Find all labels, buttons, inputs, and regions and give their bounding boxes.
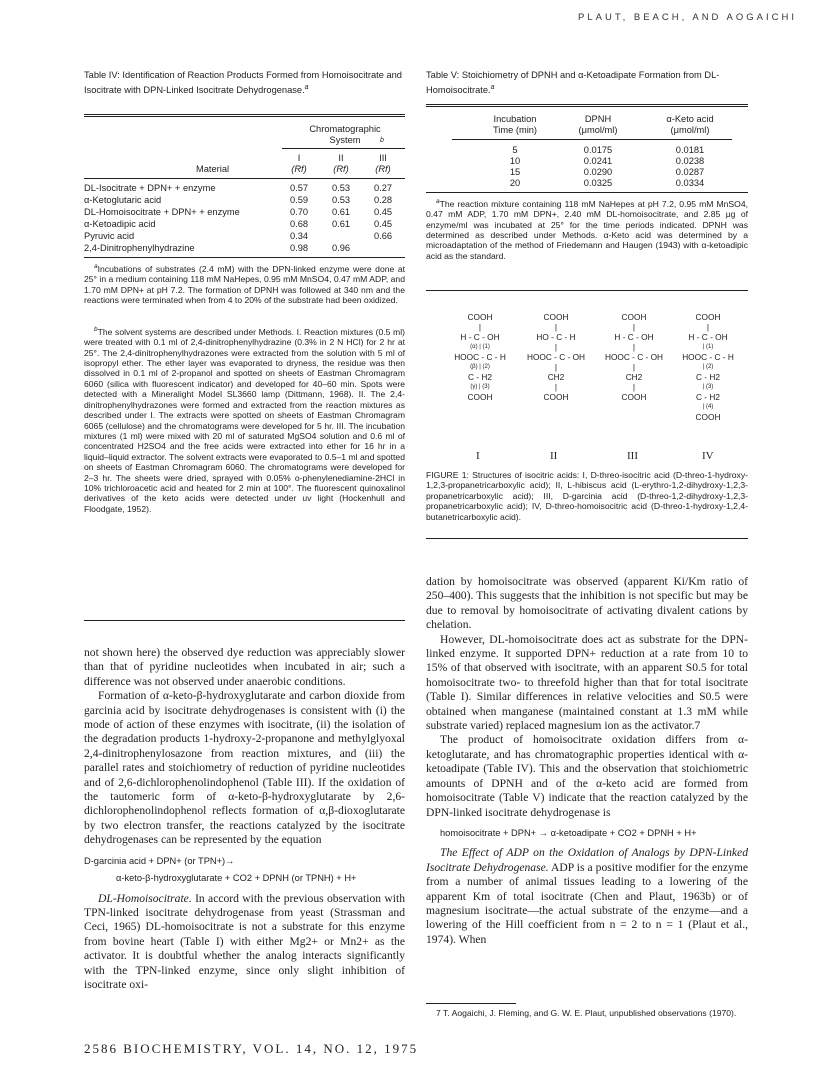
- table5-top-rule-2: [426, 106, 748, 107]
- left-paragraph-2: Formation of α-keto-β-hydroxyglutarate and carbon dioxide from garcinia acid by isocitrate dehydrogenases is consistent with (i) the mode of action of these enzymes with isocitrate, (ii) the isolation of the degradation products 1-hydroxy-2-propanone and methylglyoxal 2,4-dinitrophenylosazone from reaction mixtures, and (iii) the parallel rates and stoichiometry of reduction of pyridine nucleotides and of 2,6-dichlorophenolindophenol (Table III). If the oxidation of the tautomeric form of α-keto-β-hydroxyglutarate by 2,6-dichlorophenolindophenol reflects formation of α,β-dioxoglutarate by two electron transfer, the reactions catalyzed by the isocitrate dehydrogenases can be represented by the equation: [84, 689, 405, 847]
- table4-cell: 0.53: [331, 183, 351, 193]
- right-paragraph-3: The product of homoisocitrate oxidation differs from α-ketoglutarate, and has chromatographic properties identical with α-ketoadipate (Table IV). This and the observation that stoichiometric amounts of DPNH and of the α-keto acid are formed from homoisocitrate (Table V) indicate that the reaction catalyzed by the DPN-linked isocitrate dehydrogenase is: [426, 733, 748, 819]
- figure1-label-1: I: [476, 450, 480, 462]
- figure1-structure-1: COOH | H - C - OH (α) | (1) HOOC - C - H (β) | (2) C - H2 (γ) | (3) COOH: [454, 312, 506, 402]
- figure1-structure-4: COOH | H - C - OH | (1) HOOC - C - H | (2) C - H2 | (3) C - H2 | (4) COOH: [682, 312, 734, 422]
- footnote-7: 7 T. Aogaichi, J. Fleming, and G. W. E. Plaut, unpublished observations (1970).: [436, 1008, 737, 1018]
- table4-col-2: II: [338, 153, 344, 163]
- table5-header-1: Incubation Time (min): [492, 114, 538, 135]
- table5-cell: 20: [509, 178, 521, 188]
- table4-cell: 0.34: [289, 231, 309, 241]
- table5-cell: 0.0181: [675, 145, 705, 155]
- figure1-top-rule: [426, 290, 748, 291]
- table5-cell: 0.0334: [675, 178, 705, 188]
- table5-header-rule: [452, 139, 732, 140]
- left-paragraph-3-text: In accord with the previous observation with TPN-linked isocitrate dehydrogenase from yeast (Strassman and Ceci, 1965) DL-homoisocitrate is not a substrate for this enzyme from bovine heart (Table I) with either Mg2+ or Mn2+ as the activator. It is doubtful whether the analog interacts significantly with the TPN-linked enzyme, since only slight inhibition of isocitrate oxi-: [84, 891, 405, 991]
- table4-cell: 0.53: [331, 195, 351, 205]
- table5-cell: 0.0241: [583, 156, 613, 166]
- table4-bottom-rule: [84, 257, 405, 258]
- table5-cell: 0.0290: [583, 167, 613, 177]
- table5-footnote-a-text: The reaction mixture containing 118 mM NaHepes at pH 7.2, 0.95 mM MnSO4, 0.47 mM ADP, 1.70 mM DPN+, 2.40 mM DL-homoisocitrate, and 2.85 μg of enzyme/ml was incubated at 25° for the time periods indicated. DPNH was determined as described under Methods. α-Keto acid was determined by a microadaptation of the method of Friedemann and Haugen (1943) with α-ketoadipic acid as the standard.: [426, 198, 748, 261]
- left-column-text: [84, 646, 405, 992]
- table4-caption: [84, 70, 404, 96]
- table5-header-2: DPNH (μmol/ml): [578, 114, 618, 135]
- table4-cell: 0.61: [331, 207, 351, 217]
- table5-cell: 0.0238: [675, 156, 705, 166]
- table4-row-material: α-Ketoglutaric acid: [84, 195, 162, 205]
- table5-header-3: α-Keto acid (μmol/ml): [666, 114, 714, 135]
- table4-footnote-b: $^b$The solvent systems are described under Methods. I. Reaction mixtures (0.5 ml) were treated with 0.1 ml of 2,4-dinitrophenylhydrazine (0.3% in 2 N HCl) for 2 hr at 25°. The 2,4-dinitrophenylhydrazones were extracted from the solution with 5 ml of isopropyl ether. The ether layer was evaporated to dryness, the residue was then dissolved in 0.1 ml of 2-propanol and spotted on sheets of Eastman Chromagram 6060 (silica with fluorescent indicator) and developed for 40–60 min. Spots were detected with a Mineralight Model SL3660 lamp (Dittmann, 1968). II. The 2,4-dinitrophenylhydrazones were formed and extracted from the reaction mixtures as described under I. The extracts were spotted on sheets of Eastman Chromagram 6065 (cellulose) and the chromatograms were developed for 5 hr. III. The incubation mixtures (1 ml) were mixed with 20 ml of saturated MgSO4 solution and 0.6 ml of concentrated H2SO4 and the free acids were extracted into ether for 16 hr in a liquid–liquid extractor. The solvent extracts were evaporated to 0.5–1 ml and spotted on sheets of Eastman Chromagram 6060. The chromatograms were developed for 2–3 hr. The sheets were dried, sprayed with 0.05% o-phenylenediamine-2HCl in 10% trichloroacetic acid and heated for 2 min at 100°. The fluorescent quinoxalinol derivatives of the keto acids were detected under uv light (Hockenhull and Floodgate, 1952).: [84, 326, 405, 514]
- table5-footnote-a: $^a$The reaction mixture containing 118 mM NaHepes at pH 7.2, 0.95 mM MnSO4, 0.47 mM ADP, 1.70 mM DPN+, 2.40 mM DL-homoisocitrate, and 2.85 μg of enzyme/ml was incubated at 25° for the time periods indicated. DPNH was determined as described under Methods. α-Keto acid was determined by a microadaptation of the method of Friedemann and Haugen (1943) with α-ketoadipic acid as the standard.: [426, 198, 748, 261]
- left-paragraph-1: not shown here) the observed dye reduction was appreciably slower than that of pyridine nucleotides when incubated in air; such a difference was not observed under anaerobic conditions.: [84, 646, 405, 688]
- table5-cell: 5: [512, 145, 518, 155]
- figure1-label-3: III: [627, 450, 638, 462]
- table4-top-rule: [84, 114, 405, 115]
- table4-cell: 0.70: [289, 207, 309, 217]
- table4-unit-2: (Rf): [333, 164, 349, 174]
- table5-caption-text: Table V: Stoichiometry of DPNH and α-Ketoadipate Formation from DL-Homoisocitrate.: [426, 70, 720, 95]
- table4-caption-mark: a: [304, 83, 309, 91]
- table4-footnote-b-text: The solvent systems are described under Methods. I. Reaction mixtures (0.5 ml) were treated with 0.1 ml of 2,4-dinitrophenylhydrazine (0.3% in 2 N HCl) for 2 hr at 25°. The 2,4-dinitrophenylhydrazones were extracted from the solution with 5 ml of isopropyl ether. The ether layer was evaporated to dryness, the residue was then dissolved in 0.1 ml of 2-propanol and spotted on sheets of Eastman Chromagram 6060 (silica with fluorescent indicator) and developed for 40–60 min. Spots were detected with a Mineralight Model SL3660 lamp (Dittmann, 1968). II. The 2,4-dinitrophenylhydrazones were formed and extracted from the reaction mixtures as described under I. The extracts were spotted on sheets of Eastman Chromagram 6065 (cellulose) and the chromatograms were developed for 5 hr. III. The incubation mixtures (1 ml) were mixed with 20 ml of saturated MgSO4 solution and 0.6 ml of concentrated H2SO4 and the free acids were extracted into ether for 16 hr in a liquid–liquid extractor. The solvent extracts were evaporated to 0.5–1 ml and spotted on sheets of Eastman Chromagram 6060. The chromatograms were developed for 2–3 hr. The sheets were dried, sprayed with 0.05% o-phenylenediamine-2HCl in 10% trichloroacetic acid and heated for 2 min at 100°. The fluorescent quinoxalinol derivatives of the keto acids were detected under uv light (Hockenhull and Floodgate, 1952).: [84, 326, 405, 514]
- table4-group-rule: [282, 148, 405, 149]
- table4-col-3: III: [379, 153, 387, 163]
- table4-unit-3: (Rf): [375, 164, 391, 174]
- figure1-structure-3: COOH | H - C - OH | HOOC - C - OH | CH2 | COOH: [604, 312, 664, 402]
- figure1-label-4: IV: [702, 450, 714, 462]
- left-paragraph-3: [84, 892, 405, 993]
- table4-col-1: I: [297, 153, 301, 163]
- figure1-bottom-rule: [426, 538, 748, 539]
- right-paragraph-2: However, DL-homoisocitrate does act as substrate for the DPN-linked enzyme. It supported DPN+ reduction at a rate from 10 to 15% of that observed with isocitrate, with an apparent S0.5 for total homoisocitrate two- to threefold higher than that for total isocitrate (Table I). Similar differences in relative velocities and S0.5 were obtained when manganese (maintained constant at 1.3 mM while substrate varied) replaced magnesium ion as the activator.7: [426, 632, 748, 733]
- table4-cell: 0.27: [373, 183, 393, 193]
- table4-col-material: Material: [196, 164, 230, 174]
- table4-cell: 0.28: [373, 195, 393, 205]
- right-paragraph-4-text: ADP is a positive modifier for the enzyme from a number of animal tissues leading to a lowering of the apparent Km of total isocitrate (Chen and Plaut, 1963b) or of magnesium isocitrate—the actual substrate of the enzyme—and a lowering of the Hill coefficient from n = 2 to n = 1 (Plaut et al., 1974). When: [426, 860, 749, 946]
- table4-end-rule: [84, 620, 405, 621]
- right-paragraph-1: dation by homoisocitrate was observed (apparent Ki/Km ratio of 250–400). This suggests that the inhibition is not specific but may be due to removal by homoisocitrate of activating divalent cations by chelation.: [426, 575, 748, 632]
- running-head: PLAUT, BEACH, AND AOGAICHI: [578, 12, 797, 23]
- table4-unit-1: (Rf): [291, 164, 307, 174]
- table4-cell: 0.57: [289, 183, 309, 193]
- table5-cell: 0.0287: [675, 167, 705, 177]
- table5-caption-mark: a: [490, 83, 495, 91]
- page-footer: 2586 BIOCHEMISTRY, VOL. 14, NO. 12, 1975: [84, 1041, 419, 1056]
- table4-footnote-a-text: Incubations of substrates (2.4 mM) with the DPN-linked enzyme were done at 25° in a medium containing 118 mM NaHepes, 0.95 mM MnSO4, 0.47 mM ADP, and 1.70 mM DPN+ at pH 7.2. The formation of DPNH was followed at 340 nm and the reactions were terminated when from 4 to 20% of the substrate had been oxidized.: [84, 263, 405, 306]
- table4-cell: 0.45: [373, 207, 393, 217]
- table4-row-material: 2,4-Dinitrophenylhydrazine: [84, 243, 195, 253]
- table5-caption: [426, 70, 748, 96]
- table4-header-rule: [84, 178, 405, 179]
- table4-footnote-a: $^a$Incubations of substrates (2.4 mM) with the DPN-linked enzyme were done at 25° in a medium containing 118 mM NaHepes, 0.95 mM MnSO4, 0.47 mM ADP, and 1.70 mM DPN+ at pH 7.2. The formation of DPNH was followed at 340 nm and the reactions were terminated when from 4 to 20% of the substrate had been oxidized.: [84, 263, 405, 306]
- table4-caption-text: Table IV: Identification of Reaction Products Formed from Homoisocitrate and Isocitrate with DPN-Linked Isocitrate Dehydrogenase.: [84, 70, 402, 95]
- table4-row-material: DL-Isocitrate + DPN+ + enzyme: [84, 183, 216, 193]
- table4-cell: 0.68: [289, 219, 309, 229]
- table4-row-material: DL-Homoisocitrate + DPN+ + enzyme: [84, 207, 240, 217]
- table5-cell: 0.0175: [583, 145, 613, 155]
- table4-cell: 0.59: [289, 195, 309, 205]
- section-heading-adp-effect: The Effect of ADP on the Oxidation of Analogs by DPN-Linked Isocitrate Dehydrogenase.: [426, 846, 748, 874]
- table5-cell: 15: [509, 167, 521, 177]
- table4-group-header: [280, 124, 410, 146]
- equation-1a: D-garcinia acid + DPN+ (or TPN+)→: [84, 855, 235, 866]
- figure1-caption: FIGURE 1: Structures of isocitric acids: I, D-threo-isocitric acid (D-threo-1-hydroxy-1,2,3-propanetricarboxylic acid); II, L-hibiscus acid (L-erythro-1,2-dihydroxy-1,2,3-propanetricarboxylic acid); III, D-garcinia acid (D-threo-1,2-dihydroxy-1,2,3-propanetricarboxylic acid); IV, D-threo-homoisocitric acid (D-threo-1-hydroxy-1,2,4-butanetricarboxylic acid).: [426, 470, 748, 522]
- table4-cell: 0.66: [373, 231, 393, 241]
- table4-cell: 0.98: [289, 243, 309, 253]
- table5-cell: 0.0325: [583, 178, 613, 188]
- table5-top-rule: [426, 104, 748, 105]
- table4-row-material: Pyruvic acid: [84, 231, 135, 241]
- table4-group-header-text: Chromatographic System: [309, 124, 381, 145]
- right-column-text: [426, 575, 748, 947]
- table4-cell: 0.61: [331, 219, 351, 229]
- table4-row-material: α-Ketoadipic acid: [84, 219, 156, 229]
- footnote-separator: [426, 1003, 516, 1004]
- table5-cell: 10: [509, 156, 521, 166]
- table4-cell: 0.45: [373, 219, 393, 229]
- table4-group-mark: b: [380, 137, 384, 144]
- equation-1b: α-keto-β-hydroxyglutarate + CO2 + DPNH (or TPNH) + H+: [116, 873, 357, 884]
- table4-cell: 0.96: [331, 243, 351, 253]
- section-heading-homoisocitrate: DL-Homoisocitrate.: [98, 891, 192, 905]
- table5-bottom-rule: [426, 192, 748, 193]
- right-paragraph-4: [426, 846, 748, 947]
- figure1-structure-2: COOH | HO - C - H | HOOC - C - OH | CH2 | COOH: [526, 312, 586, 402]
- figure1-label-2: II: [550, 450, 558, 462]
- table4-top-rule-2: [84, 116, 405, 117]
- equation-2: homoisocitrate + DPN+ → α-ketoadipate + CO2 + DPNH + H+: [440, 827, 697, 838]
